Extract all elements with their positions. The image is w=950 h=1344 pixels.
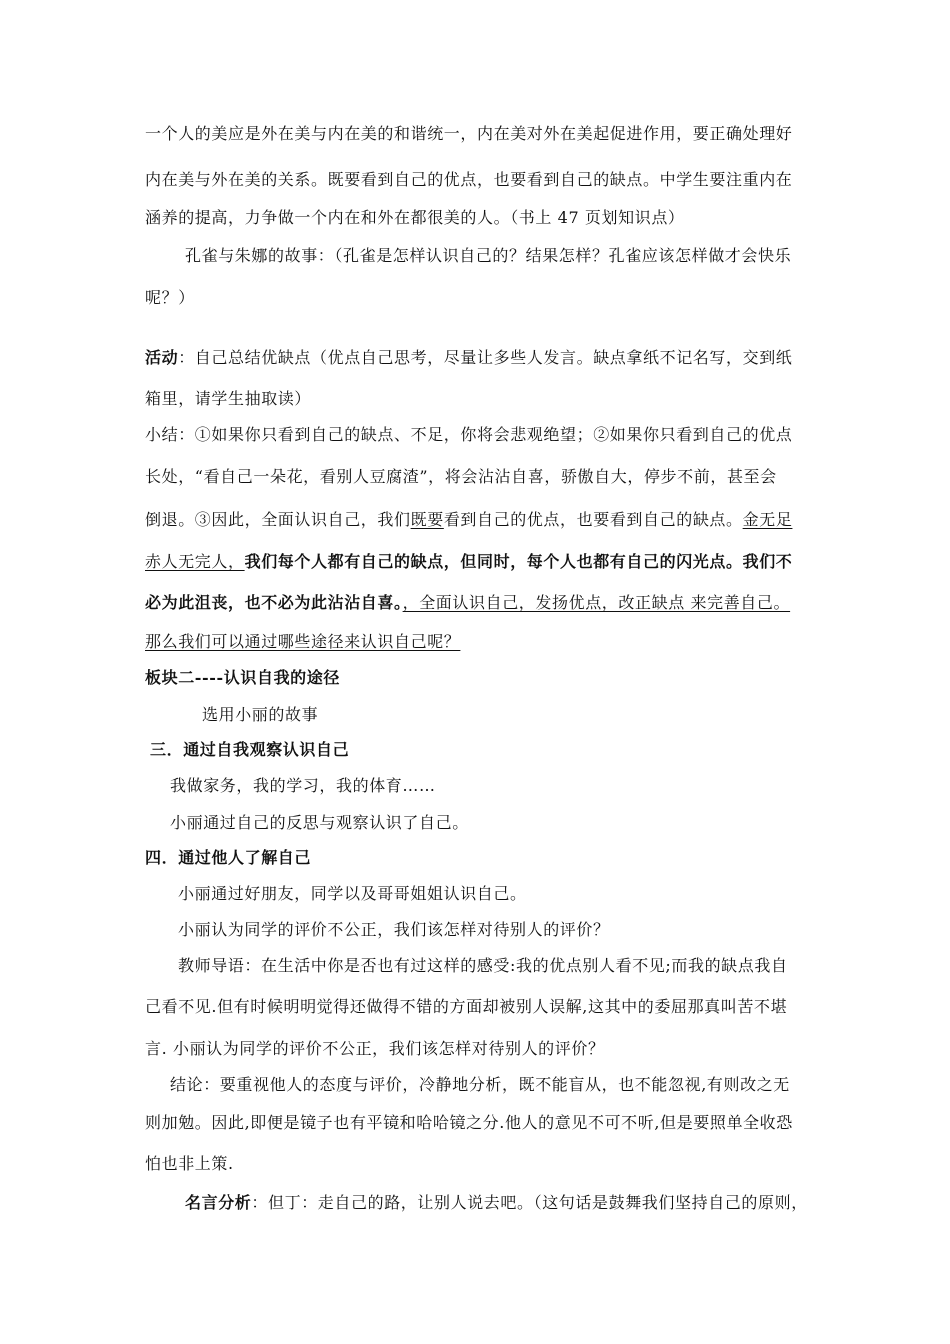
quote-text: ：但丁：走自己的路，让别人说去吧。（这句话是鼓舞我们坚持自己的原则，	[251, 1193, 808, 1212]
part-heading: 四．通过他人了解自己	[145, 848, 312, 867]
paragraph-line: 己看不见.但有时候明明觉得还做得不错的方面却被别人误解,这其中的委屈那真叫苦不堪	[145, 997, 788, 1016]
summary-bold: 必为此沮丧，也不必为此沾沾自喜。	[145, 593, 403, 612]
summary-text: 看到自己的优点，也要看到自己的缺点。	[443, 510, 743, 529]
summary-underlined: 赤人无完人，	[145, 552, 245, 571]
paragraph-line: 言. 小丽认为同学的评价不公正，我们该怎样对待别人的评价？	[145, 1039, 605, 1058]
paragraph-line: 涵养的提高，力争做一个内在和外在都很美的人。（书上 47 页划知识点）	[145, 208, 685, 227]
paragraph-line: 教师导语：在生活中你是否也有过这样的感受:我的优点别人看不见;而我的缺点我自	[178, 956, 788, 975]
part-heading: 三．通过自我观察认识自己	[150, 740, 350, 759]
summary-line: 小结：①如果你只看到自己的缺点、不足，你将会悲观绝望；②如果你只看到自己的优点	[145, 425, 793, 444]
paragraph-line: 孔雀与朱娜的故事：（孔雀是怎样认识自己的？结果怎样？孔雀应该怎样做才会快乐	[185, 246, 792, 265]
summary-underlined: 既要	[410, 510, 444, 529]
activity-line	[145, 348, 792, 368]
summary-text: 倒退。③因此，全面认识自己，我们	[145, 510, 411, 529]
paragraph-line: 内在美与外在美的关系。既要看到自己的优点，也要看到自己的缺点。中学生要注重内在	[145, 170, 793, 189]
summary-bold: 我们每个人都有自己的缺点，但同时，每个人也都有自己的闪光点。我们不	[244, 552, 793, 571]
summary-line: 长处，“看自己一朵花，看别人豆腐渣”，将会沾沾自喜，骄傲自大，停步不前，甚至会	[145, 467, 777, 486]
summary-underlined: 金无足	[742, 510, 793, 529]
paragraph-line: 则加勉。因此,即便是镜子也有平镜和哈哈镜之分.他人的意见不可不听,但是要照单全收恐	[145, 1113, 793, 1132]
section-heading: 板块二----认识自我的途径	[145, 668, 340, 687]
paragraph-line: 结论：要重视他人的态度与评价，冷静地分析，既不能盲从，也不能忽视,有则改之无	[170, 1075, 790, 1094]
activity-label: 活动	[145, 348, 179, 367]
summary-question: 那么我们可以通过哪些途径来认识自己呢？	[145, 632, 461, 651]
paragraph-line: 小丽认为同学的评价不公正，我们该怎样对待别人的评价？	[178, 920, 610, 939]
paragraph-line: 箱里，请学生抽取读）	[145, 389, 312, 408]
activity-text: ：自己总结优缺点（优点自己思考，尽量让多些人发言。缺点拿纸不记名写，交到纸	[178, 348, 793, 367]
summary-line	[145, 593, 790, 613]
paragraph-line: 一个人的美应是外在美与内在美的和谐统一，内在美对外在美起促进作用，要正确处理好	[145, 124, 793, 143]
summary-line	[145, 552, 792, 572]
quote-line	[185, 1193, 808, 1213]
summary-underlined: ，全面认识自己，发扬优点，改正缺点 来完善自己。	[402, 593, 791, 612]
paragraph-line: 怕也非上策.	[145, 1154, 234, 1173]
summary-line	[145, 510, 792, 530]
paragraph-line: 呢？）	[145, 288, 195, 307]
paragraph-line: 我做家务，我的学习，我的体育……	[170, 776, 436, 795]
paragraph-line: 小丽通过自己的反思与观察认识了自己。	[170, 813, 469, 832]
paragraph-line: 小丽通过好朋友，同学以及哥哥姐姐认识自己。	[178, 884, 527, 903]
paragraph-line: 选用小丽的故事	[202, 705, 319, 724]
quote-label: 名言分析	[185, 1193, 252, 1212]
